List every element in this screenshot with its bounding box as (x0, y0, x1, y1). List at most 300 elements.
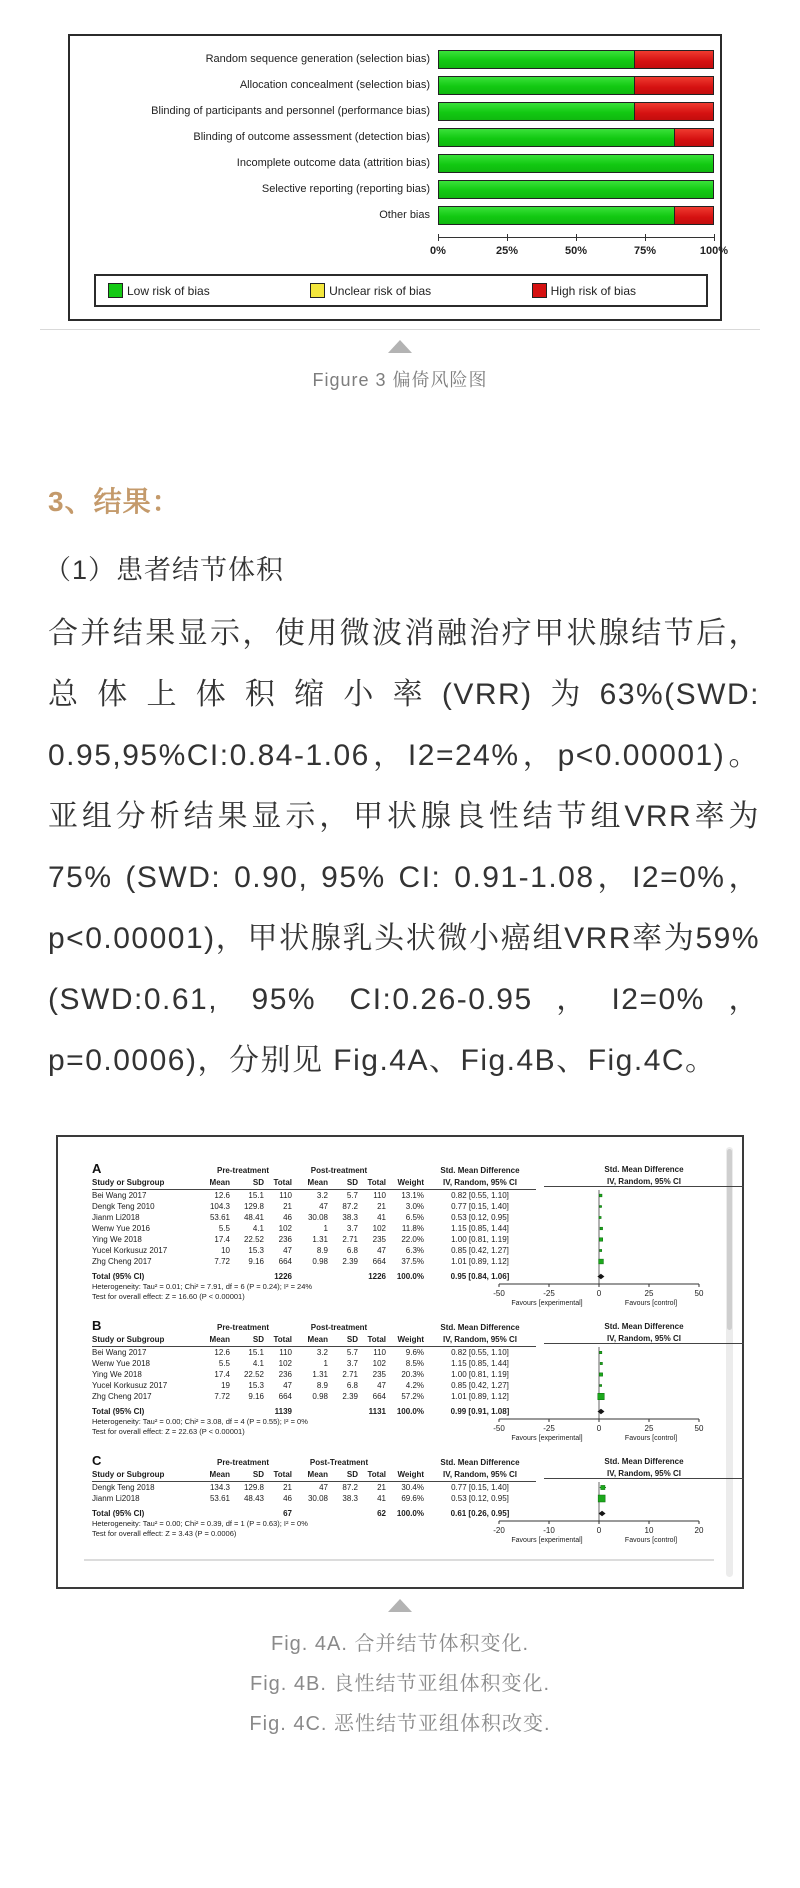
study-cell: 0.85 [0.42, 1.27] (451, 1246, 509, 1255)
column-header: IV, Random, 95% CI (443, 1335, 517, 1344)
study-cell: 664 (278, 1392, 292, 1401)
total-cell: 62 (377, 1509, 386, 1518)
column-header: Mean (209, 1178, 230, 1187)
rob-segment (675, 128, 714, 147)
study-cell: Ying We 2018 (92, 1370, 142, 1379)
total-cell (292, 1271, 328, 1282)
column-header: SD (252, 1335, 264, 1344)
plot-iv-header: IV, Random, 95% CI (544, 1334, 744, 1344)
study-cell: 8.9 (316, 1381, 328, 1390)
study-cell: Zhg Cheng 2017 (92, 1257, 152, 1266)
rob-axis-tick-label: 0% (430, 245, 446, 257)
column-header: Study or Subgroup (92, 1178, 165, 1187)
study-cell: 3.7 (346, 1224, 358, 1233)
forest-header-columns-table (92, 1334, 536, 1347)
study-cell: Yucel Korkusuz 2017 (92, 1381, 168, 1390)
total-cell: 0.61 [0.26, 0.95] (450, 1509, 510, 1518)
study-cell: 47 (377, 1381, 386, 1390)
study-cell: 5.5 (218, 1359, 230, 1368)
study-cell: 134.3 (209, 1483, 230, 1492)
study-cell: 0.85 [0.42, 1.27] (451, 1381, 509, 1390)
rob-segment (635, 102, 714, 121)
rob-segment (635, 50, 714, 69)
column-header: IV, Random, 95% CI (443, 1178, 517, 1187)
rob-bar-row (70, 72, 720, 98)
effect-marker (599, 1194, 602, 1197)
rob-legend (94, 274, 708, 307)
study-cell: 0.82 [0.55, 1.10] (451, 1191, 509, 1200)
smd-header: Std. Mean Difference (440, 1323, 520, 1332)
study-cell: 0.77 [0.15, 1.40] (451, 1483, 509, 1492)
study-cell: 6.3% (405, 1246, 424, 1255)
column-header: Total (273, 1470, 292, 1479)
plot-smd-header: Std. Mean Difference (604, 1322, 684, 1331)
overall-effect-note: Test for overall effect: Z = 16.60 (P < 0.00001) (92, 1292, 245, 1301)
rob-axis-tick-label: 100% (699, 245, 729, 257)
column-header: Mean (307, 1178, 328, 1187)
pre-treatment-header: Pre-treatment (216, 1323, 269, 1332)
study-cell: 1.01 [0.89, 1.12] (451, 1392, 509, 1401)
study-cell: 3.2 (316, 1348, 328, 1357)
svg-text:Favours [experimental]: Favours [experimental] (511, 1435, 583, 1442)
column-header: Total (273, 1178, 292, 1187)
study-cell: 5.7 (346, 1191, 358, 1200)
rob-bar-row (70, 202, 720, 228)
rob-category-label: Other bias (379, 209, 430, 221)
study-cell: 235 (372, 1370, 386, 1379)
study-cell: 1.00 [0.81, 1.19] (451, 1370, 509, 1379)
rob-axis-tick-label: 75% (633, 245, 657, 257)
effect-marker (599, 1373, 602, 1376)
heterogeneity-note: Heterogeneity: Tau² = 0.00; Chi² = 3.08, df = 4 (P = 0.55); I² = 0% (92, 1417, 308, 1426)
study-cell: 22.52 (243, 1235, 264, 1244)
study-cell: 87.2 (342, 1202, 358, 1211)
svg-text:-25: -25 (543, 1289, 555, 1298)
svg-text:Favours [control]: Favours [control] (624, 1300, 678, 1307)
study-cell: 46 (283, 1213, 292, 1222)
total-cell: 1226 (368, 1272, 386, 1281)
column-header: Mean (307, 1335, 328, 1344)
study-cell: 110 (279, 1348, 292, 1357)
legend-swatch (310, 283, 325, 298)
total-cell: Total (95% CI) (92, 1407, 145, 1416)
study-cell: 37.5% (401, 1257, 424, 1266)
column-header: SD (252, 1178, 264, 1187)
forest-section-label: A (92, 1161, 102, 1176)
column-header: Weight (397, 1178, 424, 1187)
study-cell: 7.72 (214, 1257, 230, 1266)
study-cell: 2.71 (342, 1370, 358, 1379)
legend-item (108, 283, 210, 298)
total-cell (194, 1508, 230, 1519)
total-cell: Total (95% CI) (92, 1509, 145, 1518)
total-cell (194, 1271, 230, 1282)
svg-text:20: 20 (694, 1526, 704, 1535)
study-cell: 9.16 (248, 1257, 264, 1266)
study-cell: 5.7 (346, 1348, 358, 1357)
total-cell (328, 1508, 358, 1519)
study-cell: 1 (323, 1224, 328, 1233)
forest-section-b (92, 1318, 746, 1442)
column-header: IV, Random, 95% CI (443, 1470, 517, 1479)
spacer (92, 1165, 194, 1177)
effect-marker (599, 1216, 601, 1218)
spacer (92, 1322, 194, 1334)
rob-category-label: Incomplete outcome data (attrition bias) (236, 157, 430, 169)
forest-section-label: B (92, 1318, 102, 1333)
rob-bar-row (70, 124, 720, 150)
study-cell: 129.8 (243, 1202, 264, 1211)
post-treatment-header: Post-treatment (310, 1323, 368, 1332)
rob-axis-tick (714, 234, 715, 241)
total-cell (292, 1406, 328, 1417)
total-cell: Total (95% CI) (92, 1272, 145, 1281)
study-cell: 9.6% (405, 1348, 424, 1357)
column-header: Total (273, 1335, 292, 1344)
total-cell (194, 1406, 230, 1417)
study-cell: Bei Wang 2017 (92, 1348, 147, 1357)
study-cell: 1.01 [0.89, 1.12] (451, 1257, 509, 1266)
svg-text:0: 0 (596, 1526, 602, 1535)
study-cell: 0.77 [0.15, 1.40] (451, 1202, 509, 1211)
study-cell: 1.15 [0.85, 1.44] (451, 1224, 509, 1233)
heterogeneity-note: Heterogeneity: Tau² = 0.00; Chi² = 0.39, df = 1 (P = 0.63); I² = 0% (92, 1519, 308, 1528)
svg-text:Favours [experimental]: Favours [experimental] (511, 1300, 583, 1307)
study-cell: 664 (372, 1392, 386, 1401)
study-cell: 47 (319, 1483, 328, 1492)
study-cell: 236 (278, 1235, 292, 1244)
total-diamond (597, 1274, 604, 1280)
figure4-captions (40, 1624, 760, 1744)
svg-text:0: 0 (596, 1289, 602, 1298)
effect-marker (600, 1249, 602, 1251)
column-header: Study or Subgroup (92, 1335, 165, 1344)
study-cell: 3.7 (346, 1359, 358, 1368)
study-cell: 15.1 (248, 1348, 264, 1357)
svg-text:50: 50 (694, 1424, 704, 1433)
plot-iv-header: IV, Random, 95% CI (544, 1469, 744, 1479)
rob-stacked-bar (438, 128, 714, 147)
total-cell (292, 1508, 328, 1519)
study-cell: Dengk Teng 2018 (92, 1483, 155, 1492)
effect-marker (599, 1259, 604, 1264)
overall-effect-note: Test for overall effect: Z = 22.63 (P < 0.00001) (92, 1427, 245, 1436)
study-cell: 17.4 (214, 1235, 230, 1244)
study-cell: 38.3 (342, 1213, 358, 1222)
legend-swatch (108, 283, 123, 298)
column-header: Total (367, 1335, 386, 1344)
forest-section-c (92, 1453, 746, 1544)
study-cell: 129.8 (243, 1483, 264, 1492)
study-cell: Bei Wang 2017 (92, 1191, 147, 1200)
study-cell: 235 (372, 1235, 386, 1244)
column-header: Weight (397, 1335, 424, 1344)
study-cell: 110 (279, 1191, 292, 1200)
study-cell: 48.41 (243, 1213, 264, 1222)
study-cell: 41 (377, 1213, 386, 1222)
study-cell: 3.2 (316, 1191, 328, 1200)
study-cell: 6.8 (346, 1246, 358, 1255)
legend-label: Low risk of bias (127, 283, 210, 298)
rob-segment (438, 76, 635, 95)
study-cell: 102 (372, 1224, 386, 1233)
legend-swatch (532, 283, 547, 298)
study-cell: 102 (372, 1359, 386, 1368)
study-cell: 0.98 (312, 1392, 328, 1401)
study-cell: 102 (278, 1359, 292, 1368)
study-cell: 15.3 (248, 1246, 264, 1255)
study-cell: 12.6 (214, 1191, 230, 1200)
effect-marker (601, 1485, 605, 1489)
rob-axis-tick (576, 234, 577, 241)
svg-text:Favours [control]: Favours [control] (624, 1537, 678, 1544)
effect-marker (600, 1362, 602, 1364)
study-cell: 7.72 (214, 1392, 230, 1401)
plot-smd-header: Std. Mean Difference (604, 1165, 684, 1174)
study-cell: 1.15 [0.85, 1.44] (451, 1359, 509, 1368)
rob-bar-row (70, 176, 720, 202)
svg-text:-20: -20 (493, 1526, 505, 1535)
column-header: Weight (397, 1470, 424, 1479)
total-cell (230, 1406, 264, 1417)
study-cell: 41 (377, 1494, 386, 1503)
study-cell: Wenw Yue 2018 (92, 1359, 150, 1368)
rob-bar-row (70, 98, 720, 124)
rob-stacked-bar (438, 180, 714, 199)
study-cell: Yucel Korkusuz 2017 (92, 1246, 168, 1255)
study-cell: 13.1% (401, 1191, 424, 1200)
plot-smd-header: Std. Mean Difference (604, 1457, 684, 1466)
rob-stacked-bar (438, 206, 714, 225)
rob-segment (438, 50, 635, 69)
study-cell: 38.3 (342, 1494, 358, 1503)
study-cell: 15.1 (248, 1191, 264, 1200)
rob-axis-tick-label: 25% (495, 245, 519, 257)
study-cell: 21 (377, 1483, 386, 1492)
rob-axis-tick (645, 234, 646, 241)
study-cell: 8.9 (316, 1246, 328, 1255)
study-cell: 30.4% (401, 1483, 424, 1492)
study-cell: 22.0% (401, 1235, 424, 1244)
study-cell: 53.61 (209, 1494, 230, 1503)
rob-category-label: Blinding of outcome assessment (detection bias) (193, 131, 430, 143)
study-cell: 46 (283, 1494, 292, 1503)
study-cell: 15.3 (248, 1381, 264, 1390)
article-page (0, 34, 800, 1744)
smd-header: Std. Mean Difference (440, 1166, 520, 1175)
total-cell: 100.0% (396, 1272, 424, 1281)
study-cell: 87.2 (342, 1483, 358, 1492)
study-cell: Ying We 2018 (92, 1235, 142, 1244)
effect-marker (599, 1351, 601, 1353)
figure4b-caption: Fig. 4B. 良性结节亚组体积变化. (249, 1673, 551, 1695)
study-cell: 0.98 (312, 1257, 328, 1266)
rob-category-label: Blinding of participants and personnel (performance bias) (151, 105, 430, 117)
rob-stacked-bar (438, 102, 714, 121)
collapse-arrow-icon[interactable] (388, 340, 412, 353)
total-cell (230, 1271, 264, 1282)
rob-stacked-bar (438, 76, 714, 95)
column-header: Total (367, 1470, 386, 1479)
study-cell: 104.3 (209, 1202, 230, 1211)
legend-item (532, 283, 636, 298)
svg-text:0: 0 (596, 1424, 602, 1433)
study-cell: 19 (221, 1381, 230, 1390)
study-cell: 664 (278, 1257, 292, 1266)
column-header: Mean (307, 1470, 328, 1479)
study-cell: 47 (319, 1202, 328, 1211)
pre-treatment-header: Pre-treatment (216, 1458, 269, 1467)
svg-text:Favours [experimental]: Favours [experimental] (511, 1537, 583, 1544)
svg-text:50: 50 (694, 1289, 704, 1298)
spacer (92, 1457, 194, 1469)
smd-header: Std. Mean Difference (440, 1458, 520, 1467)
forest-section-label: C (92, 1453, 102, 1468)
study-cell: Dengk Teng 2010 (92, 1202, 155, 1211)
spacer (386, 1457, 424, 1469)
total-cell: 1226 (274, 1272, 292, 1281)
rob-stacked-bar (438, 154, 714, 173)
forest-plot-b (458, 1347, 746, 1443)
column-header: Study or Subgroup (92, 1470, 165, 1479)
legend-item (310, 283, 431, 298)
results-heading: 3、结果： (48, 486, 181, 517)
rob-category-label: Selective reporting (reporting bias) (261, 183, 430, 195)
rob-bar-row (70, 150, 720, 176)
study-cell: 9.16 (248, 1392, 264, 1401)
study-cell: 2.39 (342, 1257, 358, 1266)
heterogeneity-note: Heterogeneity: Tau² = 0.01; Chi² = 7.91, df = 6 (P = 0.24); I² = 24% (92, 1282, 313, 1291)
post-treatment-header: Post-treatment (310, 1166, 368, 1175)
study-cell: 1.31 (312, 1235, 328, 1244)
total-cell: 100.0% (396, 1407, 424, 1416)
study-cell: 110 (373, 1191, 386, 1200)
study-cell: 30.08 (307, 1494, 328, 1503)
rob-segment (438, 102, 635, 121)
study-cell: Zhg Cheng 2017 (92, 1392, 152, 1401)
study-cell: 57.2% (401, 1392, 424, 1401)
svg-text:10: 10 (644, 1526, 654, 1535)
rob-stacked-bar (438, 50, 714, 69)
study-cell: 6.5% (405, 1213, 424, 1222)
study-cell: 53.61 (209, 1213, 230, 1222)
study-cell: Wenw Yue 2016 (92, 1224, 150, 1233)
study-cell: 11.8% (401, 1224, 424, 1233)
figure4-forest-plots (56, 1135, 744, 1589)
study-cell: 4.1 (252, 1224, 264, 1233)
rob-category-label: Random sequence generation (selection bias) (205, 53, 430, 65)
effect-marker (598, 1495, 605, 1502)
post-treatment-header: Post-Treatment (309, 1458, 369, 1467)
forest-plot-a (458, 1190, 746, 1308)
forest-bottom-separator (84, 1559, 714, 1561)
effect-marker (600, 1227, 603, 1230)
rob-bar-row (70, 46, 720, 72)
spacer (386, 1165, 424, 1177)
rob-axis-tick-label: 50% (564, 245, 588, 257)
figure3-caption: Figure 3 偏倚风险图 (312, 370, 488, 390)
study-cell: 102 (278, 1224, 292, 1233)
study-cell: 8.5% (405, 1359, 424, 1368)
column-header: SD (346, 1178, 358, 1187)
total-cell: 0.99 [0.91, 1.08] (450, 1407, 510, 1416)
effect-marker (600, 1206, 602, 1208)
study-cell: 1.00 [0.81, 1.19] (451, 1235, 509, 1244)
total-cell: 67 (283, 1509, 292, 1518)
rob-segment (438, 154, 714, 173)
pre-treatment-header: Pre-treatment (216, 1166, 269, 1175)
svg-text:25: 25 (644, 1424, 654, 1433)
study-cell: 2.71 (342, 1235, 358, 1244)
rob-segment (438, 128, 675, 147)
rob-segment (438, 180, 714, 199)
study-cell: 2.39 (342, 1392, 358, 1401)
study-cell: 10 (221, 1246, 230, 1255)
study-cell: 17.4 (214, 1370, 230, 1379)
study-cell: 110 (373, 1348, 386, 1357)
svg-text:Favours [control]: Favours [control] (624, 1435, 678, 1442)
rob-axis-tick (507, 234, 508, 241)
column-header: Mean (209, 1470, 230, 1479)
total-cell: 1131 (368, 1407, 386, 1416)
svg-text:-10: -10 (543, 1526, 555, 1535)
legend-label: High risk of bias (550, 283, 636, 298)
study-cell: 0.82 [0.55, 1.10] (451, 1348, 509, 1357)
study-cell: 4.1 (252, 1359, 264, 1368)
study-cell: 47 (283, 1381, 292, 1390)
figure3-risk-of-bias-chart (68, 34, 729, 321)
study-cell: 21 (283, 1483, 292, 1492)
rob-segment (675, 206, 714, 225)
total-cell: 1139 (274, 1407, 292, 1416)
total-cell (328, 1271, 358, 1282)
rob-axis (430, 234, 729, 264)
plot-iv-header: IV, Random, 95% CI (544, 1177, 744, 1187)
study-cell: 22.52 (243, 1370, 264, 1379)
study-cell: 3.0% (405, 1202, 424, 1211)
column-header: Total (367, 1178, 386, 1187)
total-diamond (599, 1511, 606, 1517)
study-cell: Jianm Li2018 (92, 1494, 140, 1503)
total-cell (230, 1508, 264, 1519)
study-cell: 664 (372, 1257, 386, 1266)
total-cell: 100.0% (396, 1509, 424, 1518)
total-diamond (597, 1409, 604, 1415)
rob-category-label: Allocation concealment (selection bias) (239, 79, 430, 91)
figure4a-caption: Fig. 4A. 合并结节体积变化. (270, 1633, 530, 1655)
overall-effect-note: Test for overall effect: Z = 3.43 (P = 0.0006) (92, 1529, 237, 1538)
study-cell: 21 (283, 1202, 292, 1211)
study-cell: 1 (323, 1359, 328, 1368)
study-cell: Jianm Li2018 (92, 1213, 140, 1222)
svg-text:25: 25 (644, 1289, 654, 1298)
study-cell: 4.2% (405, 1381, 424, 1390)
rob-axis-tick (438, 234, 439, 241)
column-header: SD (252, 1470, 264, 1479)
study-cell: 1.31 (312, 1370, 328, 1379)
column-header: SD (346, 1470, 358, 1479)
effect-marker (598, 1393, 604, 1399)
study-cell: 20.3% (401, 1370, 424, 1379)
rob-segment (635, 76, 714, 95)
collapse-arrow-icon[interactable] (388, 1599, 412, 1612)
effect-marker (599, 1238, 602, 1241)
total-cell (328, 1406, 358, 1417)
results-paragraph: 合并结果显示，使用微波消融治疗甲状腺结节后，总体上体积缩小率(VRR)为63%(SWD: 0.95,95%CI:0.84-1.06，I2=24%，p<0.00001)。亚组分析结果显示，甲状腺良性结节组VRR率为75% (SWD: 0.90, 95% CI: 0.91-1.08，I2=0%，p<0.00001)，甲状腺乳头状微小癌组VRR率为59% (SWD:0.61, 95% CI:0.26-0.95，I2=0%，p=0.0006)，分别见 Fig.4A、Fig.4B、Fig.4C。 (48, 617, 760, 1077)
study-cell: 236 (278, 1370, 292, 1379)
study-cell: 21 (377, 1202, 386, 1211)
column-header: SD (346, 1335, 358, 1344)
